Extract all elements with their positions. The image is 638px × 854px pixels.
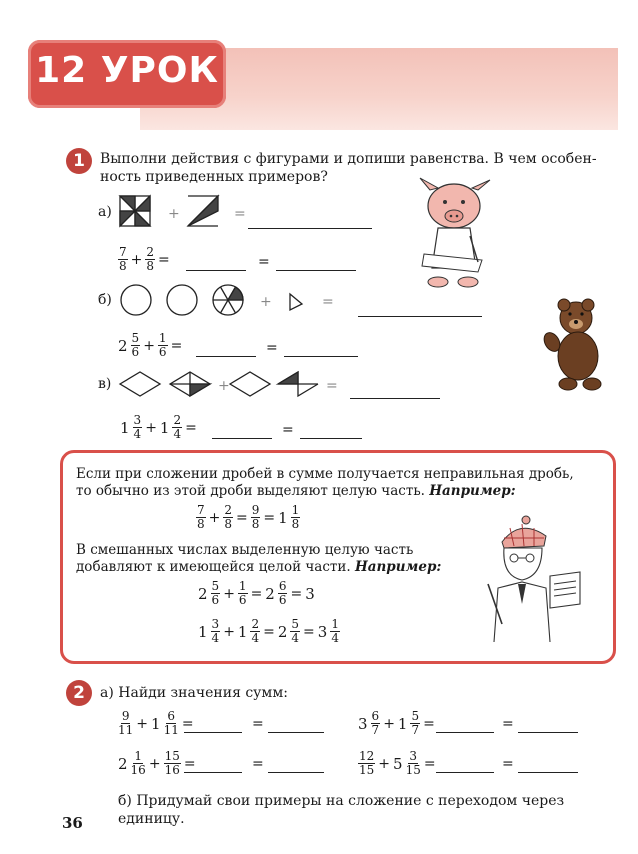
task-1-text xyxy=(100,150,610,186)
task-1c-expression: 1 $\frac{3}{4}$ + 1 $\frac{2}{4}$ = xyxy=(120,413,197,441)
answer-line xyxy=(284,356,358,357)
equals-sign: = xyxy=(234,206,246,222)
task-1-text-line2: ность приведенных примеров? xyxy=(100,169,328,185)
square-two-eighths-icon xyxy=(188,196,218,226)
boy-with-book-illustration xyxy=(480,514,590,644)
plus-sign: + xyxy=(260,294,272,310)
answer-line xyxy=(276,270,356,271)
answer-line xyxy=(358,316,482,317)
task-1a-expression: $\frac{7}{8}$ + $\frac{2}{8}$ = xyxy=(119,245,170,273)
rhombus-whole-icon xyxy=(120,372,160,396)
task-2-expression-3: 2 $\frac{1}{16}$ + $\frac{15}{16}$ = xyxy=(118,749,196,777)
equals-sign: = xyxy=(252,716,264,732)
square-eighths-icon xyxy=(120,196,150,226)
task-2-badge: 2 xyxy=(66,680,92,706)
equals-sign: = xyxy=(502,716,514,732)
circle-whole-icon xyxy=(167,285,197,315)
lesson-title-tab xyxy=(28,40,226,108)
rhombus-two-quarters-icon xyxy=(278,372,318,396)
answer-line xyxy=(248,228,372,229)
rule-example-3: 1 $\frac{3}{4}$ + 1 $\frac{2}{4}$ = 2 $\frac{5}{4}$ = 3 $\frac{1}{4}$ xyxy=(198,617,339,645)
answer-line xyxy=(186,270,246,271)
pig-illustration xyxy=(408,176,498,292)
task-1c-label: в) xyxy=(98,376,112,392)
task-1a-figures xyxy=(118,192,258,232)
task-2-expression-4: $\frac{12}{15}$ + 5 $\frac{3}{15}$ = xyxy=(359,749,436,777)
task-1b-figures xyxy=(118,280,358,320)
equals-sign: = xyxy=(266,340,278,356)
bear-illustration xyxy=(538,296,610,392)
task-1-badge: 1 xyxy=(66,148,92,174)
answer-line xyxy=(436,732,494,733)
task-1b-label: б) xyxy=(98,292,112,308)
rule-example-1: $\frac{7}{8}$ + $\frac{2}{8}$ = $\frac{9}{8}$ = 1 $\frac{1}{8}$ xyxy=(197,503,300,531)
task-1b-expression: 2 $\frac{5}{6}$ + $\frac{1}{6}$ = xyxy=(118,331,183,359)
plus-sign: + xyxy=(168,206,180,222)
answer-line xyxy=(184,732,242,733)
answer-line xyxy=(518,772,578,773)
answer-line xyxy=(196,356,256,357)
rule-paragraph-1 xyxy=(76,466,596,500)
rule-line: Если при сложении дробей в сумме получается неправильная дробь, xyxy=(76,466,574,482)
answer-line xyxy=(300,438,362,439)
rule-line: добавляют к имеющейся целой части. Например: xyxy=(76,559,442,575)
task-2-expression-1: $\frac{9}{11}$ + 1 $\frac{6}{11}$ = xyxy=(118,709,194,737)
answer-line xyxy=(184,772,242,773)
equals-sign: = xyxy=(326,378,338,394)
equals-sign: = xyxy=(282,422,294,438)
equals-sign: = xyxy=(502,756,514,772)
rhombus-quarters-icon xyxy=(170,372,210,396)
rhombus-whole-icon xyxy=(230,372,270,396)
task-2-expression-2: 3 $\frac{6}{7}$ + 1 $\frac{5}{7}$ = xyxy=(358,709,435,737)
rule-line: В смешанных числах выделенную целую часть xyxy=(76,542,414,558)
answer-line xyxy=(350,398,440,399)
rule-example-2: 2 $\frac{5}{6}$ + $\frac{1}{6}$ = 2 $\frac{6}{6}$ = 3 xyxy=(198,579,315,607)
equals-sign: = xyxy=(258,254,270,270)
equals-sign: = xyxy=(322,294,334,310)
circle-whole-icon xyxy=(121,285,151,315)
page-number: 36 xyxy=(62,814,83,832)
task-1-text-line1: Выполни действия с фигурами и допиши равенства. В чем особен- xyxy=(100,151,597,167)
task-2b-text: б) Придумай свои примеры на сложение с переходом через единицу. xyxy=(118,793,565,827)
plus-sign: + xyxy=(218,378,230,394)
rule-line: то обычно из этой дроби выделяют целую часть. Например: xyxy=(76,483,516,499)
answer-line xyxy=(436,772,494,773)
rule-paragraph-2 xyxy=(76,542,476,576)
answer-line xyxy=(518,732,578,733)
task-1c-figures xyxy=(118,366,358,402)
task-2a-text: а) Найди значения сумм: xyxy=(100,685,288,701)
lesson-title: 12 УРОК xyxy=(35,50,219,91)
answer-line xyxy=(268,772,324,773)
equals-sign: = xyxy=(252,756,264,772)
answer-line xyxy=(212,438,272,439)
sector-sixth-icon xyxy=(290,294,302,310)
task-1a-label: а) xyxy=(98,204,112,220)
circle-sixths-icon xyxy=(213,285,243,315)
answer-line xyxy=(268,732,324,733)
